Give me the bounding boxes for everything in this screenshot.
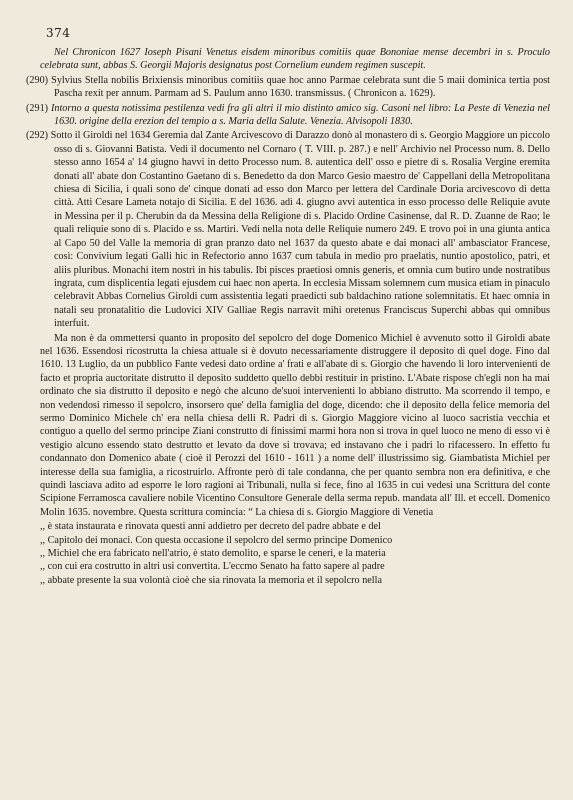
quote-line: ,, con cui era costrutto in altri usi convertita. L'eccmo Senato ha fatto sapere al padre: [40, 561, 385, 573]
footnote-292: [26, 129, 551, 330]
quote-line: ,, Capitolo dei monaci. Con questa occasione il sepolcro del sermo principe Domenico: [40, 534, 393, 546]
quote-line: ,, è stata instaurata e rinovata questi anni addietro per decreto del padre abbate e del: [40, 521, 381, 533]
quote-line: ,, abbate presente la sua volontà cioè che sia rinovata la memoria et il sepolcro nella: [40, 574, 382, 586]
footnote-number: (290): [26, 74, 49, 86]
quote-line: ,, Michiel che era fabricato nell'atrio, è stato demolito, e sparse le ceneri, e la materia: [40, 548, 386, 560]
paragraph-text: Nel Chronicon 1627 Ioseph Pisani Venetus eisdem minoribus comitiis quae Bononiae mense decembri in s. Proculo celebrata sunt, abbas S. Georgii Majoris designatus post Cornelium eundem regimen suscepit.: [40, 47, 550, 72]
footnote-text: Sotto il Giroldi nel 1634 Geremia dal Zante Arcivescovo di Darazzo donò al monastero di s. Georgio Maggiore un piccolo osso di s. Giovanni Batista. Vedi il documento nel Cornaro ( T. VIII. p. 287.) e nell' Archivio nel Processo num. 8. Dello stesso anno 1654 a' 14 giugno havvi in detto Processo num. 8. autentica dell' osso e pietre di s. Rosalia Vergine eremita donati all' abate don Costantino Gaetano di s. Benedetto da don Marco Gesio maestro de' Cappellani della Metropolitana chiesa di Sicilia, i quali sono de' cinque donati ad esso don Marco per lettera del Cardinale Doria arcivescovo di detta città. Atti Cesare Lameta notajo di Sicilia. E del 1636. adì 4. giugno avvi autentica in esso processo delle Reliquie avute in Messina per il p. Cherubin da da Messina della Religione di s. Placido Ordine Casinense, dal R. D. Zuanne de Rao; le quali reliquie sono di s. Placido e ss. Martiri. Vedi nella nota delle Reliquie numero 249. E trovo poi in una giunta antica al Capo 50 del Valle la memoria di gran pranzo dato nel 1637 da questo abate e dai monaci all' ambasciator Francese, così: Convivium legati Galli hic in Refectorio anno 1637 cum tabula in medio pro praelatis, nuntio apostolico, patri, et aliis pluribus. Monachi item nostri in his tabulis. Ibi pisces praetiosi omnis generis, et omnia cum butiro unde nostratibus ingrata, cum displicentia legati ejusdem cui haec non aperta. In ecclesia Missam solemnem cum musica etiam in pinaculo celebravit Abbas Cornelius Giroldi cum assistentia legati praedicti sub baldachino ratione solemnitatis. Et haec omnia in natali seu pronatalitio die Ludovici XIV Galliae Regis narravit mihi oretenus Franciscus Superchi abbas qui omnibus interfuit.: [50, 130, 551, 330]
paragraph-chronicon: [40, 46, 550, 73]
paragraph-sepolcro: [40, 332, 550, 520]
page-body: [26, 46, 551, 587]
paragraph-text: Ma non è da ommettersi quanto in proposito del sepolcro del doge Domenico Michiel è avvenuto sotto il Giroldi abate nel 1636. Essendosi ricostrutta la chiesa attuale si è dovuto necessariamente distruggere il deposito di quel doge. Fino dal 1610. 13 Luglio, da un pubblico Fante vedesi dato ordine a' frati e all'abate di s. Giorgio che havendo li loro intervenienti de facto et propria auctoritate distrutto il deposito suddetto quello debbi restituir in pristino. L'Abate rispose ch'egli non ha mai ordinato che sia distrutto il deposito e negò che alcuno de'suoi intervenienti lo abbiano distrutto. Ma scorrendo il tempo, e non vedendosi rimesso il sepolcro, insorsero que' della famiglia del doge, dicendo: che il deposito della felice memoria del sermo Dominico Michele ch' era nella chiesa delli R. Padri di s. Giorgio Maggiore vicino al luoco sacristia vecchia et contiguo a quello del sermo principe Ziani construtto di finissimi marmi hora non si trova in quel luoco ne meno di esso vi è vestigio alcuno essendo stato destrutto et levato da dove si trovava; ed instavano che i padri lo rifacessero. In effetto fu condannato don Domenico abate ( cioè il Perozzi del 1610 - 1611 ) a nome dell' illustrissimo sig. Giambatista Michiel per interesse della sua famiglia, a ricostruirlo. Affronte però di tale condanna, che per quanto sembra non era definitiva, e che quindi lasciava adito ad esporre le loro ragioni ai Tribunali, nulla si fece, fino al 1635 in cui vedesi una Scrittura del conte Scipione Ferramosca cavaliere nobile Vicentino Consultore Generale della serma repub. mandata all' Ill. et eccell. Domenico Molin 1635. novembre. Questa scrittura comincia: “ La chiesa di s. Giorgio Maggiore di Venetia: [40, 332, 550, 518]
footnote-text: Intorno a questa notissima pestilenza vedi fra gli altri il mio distinto amico sig. Casoni nel libro: La Peste di Venezia nel 1630. origine della erezion del tempio a s. Maria della Salute. Venezia. Alvisopoli 1830.: [50, 102, 551, 128]
footnote-291: [26, 102, 551, 129]
footnote-290: [26, 74, 551, 101]
footnote-number: (291): [26, 102, 49, 114]
footnote-number: (292): [26, 130, 49, 142]
page-number: 374: [46, 26, 71, 40]
footnote-text: Sylvius Stella nobilis Brixiensis minoribus comitiis quae hoc anno Parmae celebrata sunt die 5 maii dominica tertia post Pascha rexit per annum. Parmam ad S. Paulum anno 1630. transmissus. ( Chronicon a. 1629).: [51, 74, 551, 100]
